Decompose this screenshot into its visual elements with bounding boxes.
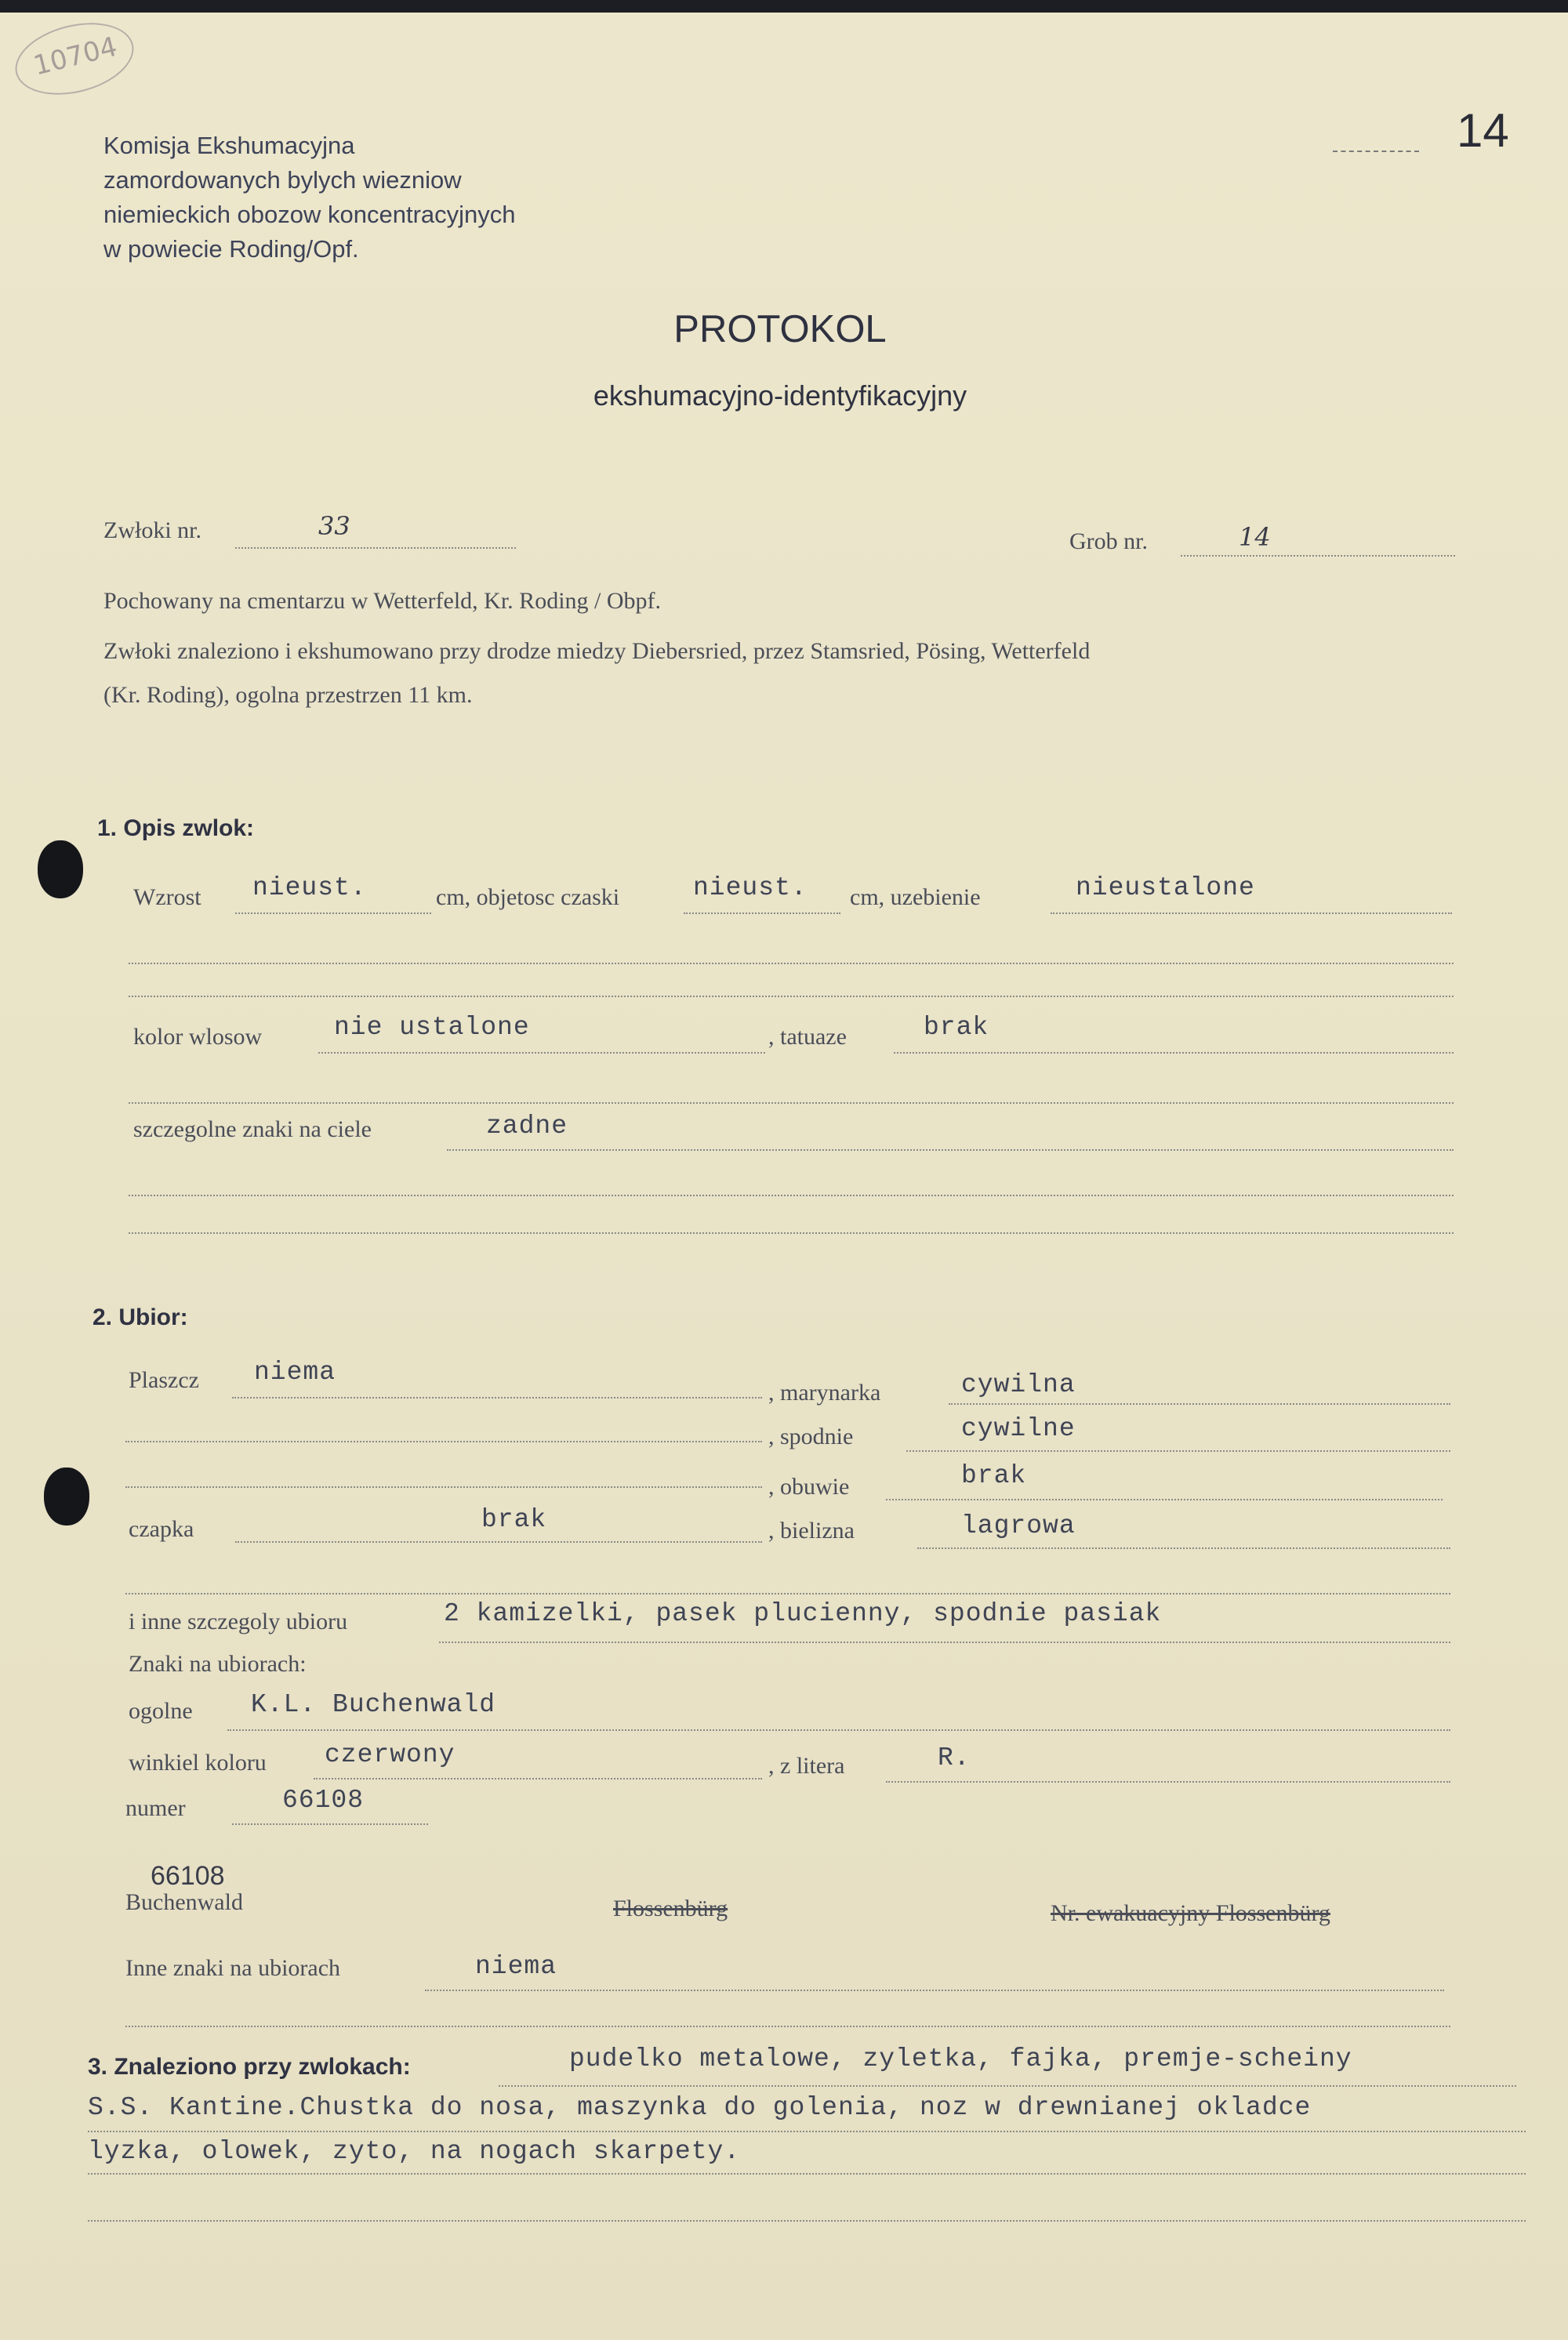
- buchenwald-label: Buchenwald: [125, 1889, 243, 1915]
- ubior-extra-line: [125, 1593, 1450, 1594]
- flossenburg-label: Flossenbürg: [613, 1896, 728, 1921]
- header-line-4: w powiecie Roding/Opf.: [103, 235, 359, 263]
- grob-dots: [1181, 555, 1455, 557]
- plaszcz-label: Plaszcz: [129, 1367, 199, 1393]
- uzebienie-value: nieustalone: [1076, 873, 1255, 902]
- czapka-dots: [235, 1541, 762, 1543]
- opis-extra-line-3: [129, 1102, 1454, 1104]
- tatuaze-dots: [894, 1052, 1454, 1054]
- grob-value: 14: [1239, 522, 1271, 552]
- inne-value: 2 kamizelki, pasek plucienny, spodnie pasiak: [444, 1599, 1162, 1628]
- punch-hole-top: [38, 840, 83, 898]
- spodnie-value: cywilne: [961, 1414, 1076, 1443]
- scan-top-edge: [0, 0, 1568, 13]
- opis-extra-line-4: [129, 1195, 1454, 1196]
- bielizna-dots: [917, 1547, 1450, 1549]
- section-3-line-1: pudelko metalowe, zyletka, fajka, premje-scheiny: [569, 2044, 1352, 2073]
- tatuaze-value: brak: [924, 1013, 989, 1042]
- archive-stamp-number: 10704: [30, 31, 121, 82]
- bielizna-label: , bielizna: [768, 1518, 855, 1544]
- spodnie-lead-dots: [125, 1441, 762, 1442]
- znaki-na-ubiorach-heading: Znaki na ubiorach:: [129, 1651, 307, 1677]
- obuwie-dots: [886, 1499, 1443, 1500]
- kolor-label: kolor wlosow: [133, 1024, 263, 1050]
- winkiel-label: winkiel koloru: [129, 1750, 267, 1776]
- winkiel-dots: [314, 1778, 762, 1779]
- spodnie-label: , spodnie: [768, 1424, 854, 1449]
- litera-label: , z litera: [768, 1753, 845, 1779]
- znaki-dots: [447, 1149, 1454, 1151]
- header-line-3: niemieckich obozow koncentracyjnych: [103, 201, 516, 228]
- section-3-title: 3. Znaleziono przy zwlokach:: [88, 2054, 411, 2080]
- bielizna-value: lagrowa: [961, 1511, 1076, 1540]
- section-3-dots-3: [88, 2173, 1526, 2175]
- zwloki-dots: [235, 547, 516, 549]
- znaki-value: zadne: [486, 1112, 568, 1141]
- znaki-label: szczegolne znaki na ciele: [133, 1116, 372, 1142]
- grob-label: Grob nr.: [1069, 528, 1148, 554]
- opis-extra-line-5: [129, 1232, 1454, 1234]
- inne-znaki-label: Inne znaki na ubiorach: [125, 1955, 341, 1981]
- punch-hole-bottom: [44, 1467, 89, 1526]
- section-3-dots-4: [88, 2220, 1526, 2222]
- page-dashes: [1333, 151, 1419, 152]
- ubior-extra-line-2: [125, 2026, 1450, 2027]
- litera-value: R.: [938, 1743, 971, 1772]
- winkiel-value: czerwony: [325, 1740, 456, 1769]
- plaszcz-dots: [232, 1397, 762, 1399]
- zwloki-label: Zwłoki nr.: [103, 517, 201, 543]
- czapka-label: czapka: [129, 1516, 194, 1542]
- numer-label: numer: [125, 1795, 186, 1821]
- document-title: PROTOKOL: [673, 308, 887, 350]
- marynarka-value: cywilna: [961, 1370, 1076, 1399]
- kolor-dots: [318, 1052, 765, 1054]
- inne-label: i inne szczegoly ubioru: [129, 1609, 348, 1634]
- header-line-2: zamordowanych bylych wiezniow: [103, 166, 462, 194]
- section-3-dots-2: [88, 2131, 1526, 2132]
- intro-line-3: (Kr. Roding), ogolna przestrzen 11 km.: [103, 682, 473, 708]
- opis-extra-line-2: [129, 996, 1454, 997]
- marynarka-label: , marynarka: [768, 1380, 881, 1406]
- page-number: 14: [1457, 104, 1509, 157]
- kolor-value: nie ustalone: [334, 1013, 530, 1042]
- ewakuacyjny-label: Nr. ewakuacyjny Flossenbürg: [1051, 1900, 1330, 1926]
- czaszka-value: nieust.: [693, 873, 808, 902]
- plaszcz-value: niema: [254, 1358, 336, 1387]
- uzebienie-dots: [1051, 912, 1452, 914]
- wzrost-unit: cm, objetosc czaski: [436, 884, 620, 910]
- czaszka-unit: cm, uzebienie: [850, 884, 981, 910]
- inne-dots: [439, 1642, 1450, 1643]
- czaszka-dots: [684, 912, 840, 914]
- czapka-value: brak: [481, 1505, 547, 1534]
- header-line-1: Komisja Ekshumacyjna: [103, 132, 355, 159]
- ogolne-value: K.L. Buchenwald: [251, 1690, 496, 1719]
- obuwie-label: , obuwie: [768, 1474, 850, 1500]
- buchenwald-number: 66108: [151, 1861, 225, 1891]
- inne-znaki-dots: [425, 1990, 1444, 1991]
- ogolne-dots: [227, 1729, 1450, 1731]
- section-2-title: 2. Ubior:: [93, 1304, 188, 1330]
- marynarka-dots: [949, 1403, 1450, 1405]
- intro-line-1: Pochowany na cmentarzu w Wetterfeld, Kr. Roding / Obpf.: [103, 588, 662, 614]
- section-3-line-2: S.S. Kantine.Chustka do nosa, maszynka do golenia, noz w drewnianej okladce: [88, 2093, 1312, 2122]
- litera-dots: [886, 1781, 1450, 1783]
- section-1-title: 1. Opis zwlok:: [97, 815, 255, 841]
- intro-line-2: Zwłoki znaleziono i ekshumowano przy drodze miedzy Diebersried, przez Stamsried, Pösing, Wetterfeld: [103, 638, 1091, 664]
- wzrost-dots: [235, 912, 431, 914]
- obuwie-lead-dots: [125, 1486, 762, 1488]
- wzrost-label: Wzrost: [133, 884, 201, 910]
- opis-extra-line-1: [129, 963, 1454, 964]
- tatuaze-label: , tatuaze: [768, 1024, 847, 1050]
- section-3-dots-1: [499, 2085, 1516, 2087]
- numer-value: 66108: [282, 1786, 365, 1815]
- section-3-line-3: lyzka, olowek, zyto, na nogach skarpety.: [88, 2137, 741, 2166]
- ogolne-label: ogolne: [129, 1698, 193, 1724]
- wzrost-value: nieust.: [252, 873, 367, 902]
- document-subtitle: ekshumacyjno-identyfikacyjny: [593, 379, 967, 412]
- obuwie-value: brak: [961, 1461, 1027, 1490]
- inne-znaki-value: niema: [475, 1952, 557, 1981]
- numer-dots: [232, 1823, 428, 1825]
- zwloki-value: 33: [318, 511, 350, 541]
- spodnie-dots: [906, 1450, 1450, 1452]
